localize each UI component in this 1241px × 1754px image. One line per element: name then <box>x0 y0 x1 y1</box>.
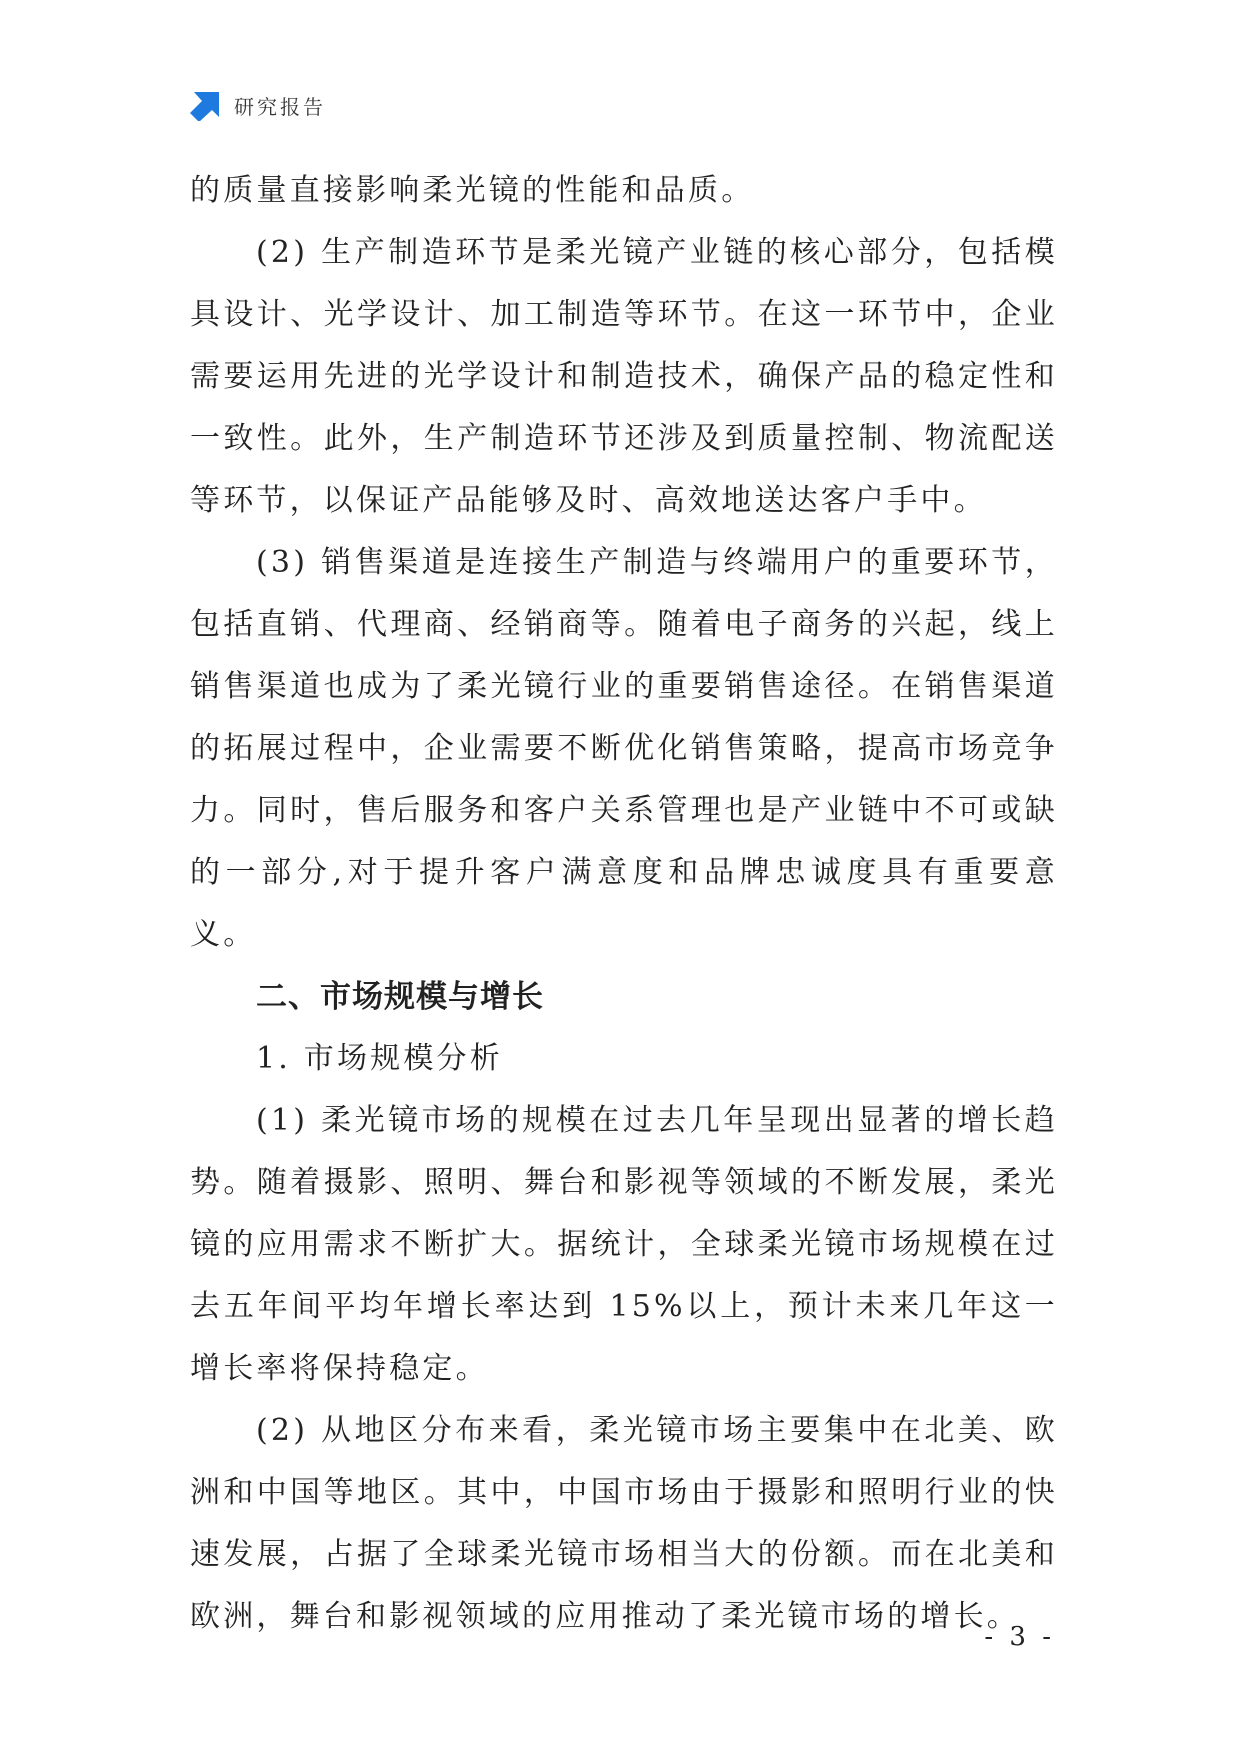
page-number: - 3 - <box>984 1622 1055 1652</box>
paragraph-market-size: (1) 柔光镜市场的规模在过去几年呈现出显著的增长趋势。随着摄影、照明、舞台和影视等领域的不断发展，柔光镜的应用需求不断扩大。据统计，全球柔光镜市场规模在过去五年间平均年增长率达到 15%以上，预计未来几年这一增长率将保持稳定。 <box>190 1103 1058 1386</box>
arrow-up-right-icon <box>190 89 222 121</box>
paragraph-sales-channel: (3) 销售渠道是连接生产制造与终端用户的重要环节，包括直销、代理商、经销商等。随着电子商务的兴起，线上销售渠道也成为了柔光镜行业的重要销售途径。在销售渠道的拓展过程中，企业需要不断优化销售策略，提高市场竞争力。同时，售后服务和客户关系管理也是产业链中不可或缺的一部分,对于提升客户满意度和品牌忠诚度具有重要意义。 <box>190 545 1058 952</box>
page-header <box>190 88 326 122</box>
paragraph-production: (2) 生产制造环节是柔光镜产业链的核心部分，包括模具设计、光学设计、加工制造等环节。在这一环节中，企业需要运用先进的光学设计和制造技术，确保产品的稳定性和一致性。此外，生产制造环节还涉及到质量控制、物流配送等环节，以保证产品能够及时、高效地送达客户手中。 <box>190 235 1058 518</box>
paragraph-continuation: 的质量直接影响柔光镜的性能和品质。 <box>190 173 755 208</box>
report-title: 研究报告 <box>234 94 326 119</box>
document-body <box>190 160 1058 1648</box>
paragraph-regional-distribution: (2) 从地区分布来看，柔光镜市场主要集中在北美、欧洲和中国等地区。其中，中国市场由于摄影和照明行业的快速发展，占据了全球柔光镜市场相当大的份额。而在北美和欧洲，舞台和影视领域的应用推动了柔光镜市场的增长。 <box>190 1413 1058 1634</box>
section-heading: 二、市场规模与增长 <box>256 979 544 1015</box>
subsection-heading: 1. 市场规模分析 <box>256 1041 503 1076</box>
